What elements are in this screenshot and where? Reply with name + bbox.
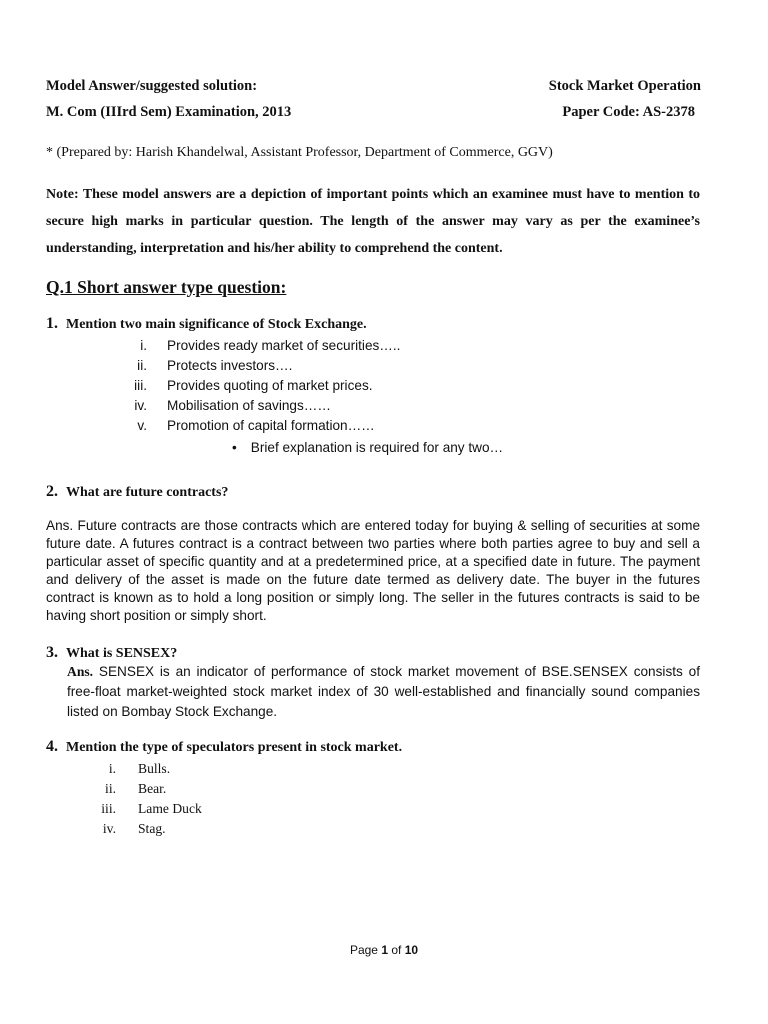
list-item: v. Promotion of capital formation…… bbox=[137, 418, 375, 433]
list-item: i. Bulls. bbox=[108, 761, 171, 776]
question-3 bbox=[46, 644, 177, 662]
q4-list bbox=[86, 759, 202, 839]
list-item: ii. Bear. bbox=[105, 781, 167, 796]
question-1 bbox=[46, 315, 367, 333]
list-item: iii. Provides quoting of market prices. bbox=[134, 378, 373, 393]
list-item: ii. Protects investors…. bbox=[137, 358, 293, 373]
q1-list bbox=[117, 336, 400, 436]
q1-bullet: • Brief explanation is required for any two… bbox=[232, 440, 504, 455]
question-text: What are future contracts? bbox=[66, 485, 229, 500]
list-item: iv. Stag. bbox=[102, 821, 166, 836]
question-number: 3. bbox=[46, 644, 58, 661]
question-4 bbox=[46, 738, 402, 756]
q3-answer: Ans. SENSEX is an indicator of performance of stock market movement of BSE.SENSEX consists of free-float market-weighted stock market index of 30 well-established and financially sound companies listed on Bombay Stock Exchange. bbox=[67, 664, 700, 719]
question-text: Mention two main significance of Stock Exchange. bbox=[66, 317, 367, 332]
note-paragraph: Note: These model answers are a depiction of important points which an examinee must have to mention to secure high marks in particular question. The length of the answer may vary as per the examinee’s understanding, interpretation and his/her ability to comprehend the content. bbox=[46, 187, 700, 256]
list-item: iii. Lame Duck bbox=[101, 801, 202, 816]
header-left-line1: Model Answer/suggested solution: bbox=[46, 78, 258, 94]
question-number: 4. bbox=[46, 738, 58, 755]
question-2 bbox=[46, 483, 228, 501]
question-text: Mention the type of speculators present in stock market. bbox=[66, 740, 403, 755]
header-right-line2: Paper Code: AS-2378 bbox=[562, 104, 695, 120]
section-title: Q.1 Short answer type question: bbox=[46, 277, 287, 297]
page-footer: Page 1 of 10 bbox=[349, 943, 419, 957]
list-item: iv. Mobilisation of savings…… bbox=[134, 398, 331, 413]
page-total: 10 bbox=[404, 943, 419, 957]
q2-answer: Ans. Future contracts are those contracts which are entered today for buying & selling of securities at some future date. A futures contract is a contract between two parties where both parties agree to buy and sell a particular asset of specific quantity and at a predetermined price, at a specified date in future. The payment and delivery of the asset is made on the future date termed as delivery date. The buyer in the futures contract is known as to hold a long position or simply long. The seller in the futures contracts is said to be having short position or simply short. bbox=[46, 518, 700, 623]
ans-label: Ans. bbox=[67, 664, 94, 679]
question-number: 1. bbox=[46, 315, 58, 332]
question-number: 2. bbox=[46, 483, 58, 500]
prepared-by: * (Prepared by: Harish Khandelwal, Assistant Professor, Department of Commerce, GGV) bbox=[46, 145, 553, 160]
header-right-line1: Stock Market Operation bbox=[548, 78, 701, 94]
bullet-icon: • bbox=[232, 440, 237, 455]
page-number: 1 bbox=[381, 943, 388, 957]
question-text: What is SENSEX? bbox=[66, 646, 178, 661]
header-left-line2: M. Com (IIIrd Sem) Examination, 2013 bbox=[46, 104, 292, 120]
list-item: i. Provides ready market of securities….. bbox=[140, 338, 401, 353]
